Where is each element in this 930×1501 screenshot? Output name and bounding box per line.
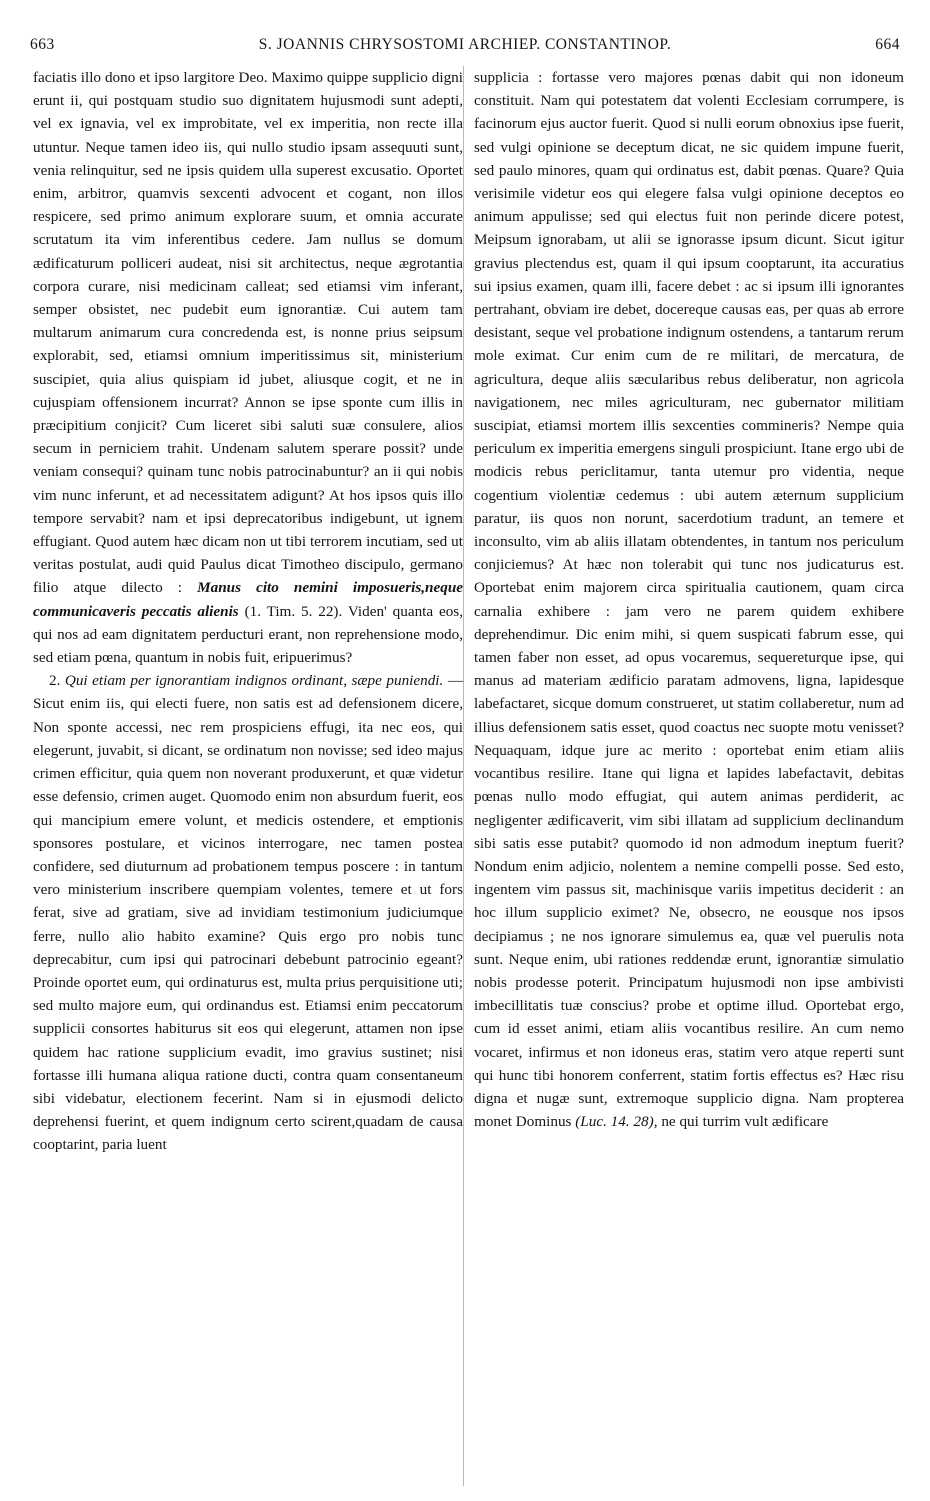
paragraph-1: [33, 66, 463, 669]
page-header: [30, 36, 900, 60]
section-number: 2.: [49, 672, 61, 690]
paragraph-3-continuation: ne qui turrim vult ædificare: [661, 1113, 829, 1131]
right-column: [474, 66, 904, 1133]
scripture-reference: (1. Tim. 5. 22).: [244, 602, 343, 620]
paragraph-2-text: — Sicut enim iis, qui electi fuere, non satis est ad defensionem dicere, Non sponte accessi, nec rem prospiciens effugi, ita nec eos, qui elegerunt, juvabit, si dicant, se ordinatum non novisse; sed ideo majus crimen efficitur, quia quem non noverant produxerunt, et quæ videtur esse defensio, crimen auget. Quomodo enim non absurdum fuerit, eos qui mancipium emere volunt, et medicis ostendere, et emptionis sponsores postulare, et vicinos interrogare, nec tamen postea confidere, sed diuturnum ad probationem tempus poscere : in tantum vero ministerium inscribere quempiam volentes, temere et ut fors ferat, sive ad gratiam, sive ad invidiam testimonium judiciumque ferre, nullo alio habito examine? Quis ergo pro nobis tunc deprecabitur, cum ipsi qui patrocinari debebunt patrocinio egeant? Proinde oportet eum, qui ordinaturus est, multa prius perquisitione uti; sed multo majore eum, qui ordinandus est. Etiamsi enim peccatorum supplicii consortes habiturus sit eos qui elegerunt, attamen non ipse quidem hac ratione supplicium evadit, imo gravius sustinet; nisi fortasse illi humana aliqua ratione ducti, contra quam consentaneum sibi videbatur, electionem fecerint. Nam si in ejusmodi delicto deprehensi fuerint, et quem indignum certo scirent,quadam de causa cooptarint, paria luent: [33, 672, 463, 1154]
column-divider: [463, 66, 464, 1486]
paragraph-3: [474, 66, 904, 1133]
left-column: [33, 66, 463, 1157]
page-number-right: 664: [875, 36, 900, 53]
gospel-reference: (Luc. 14. 28),: [575, 1113, 658, 1131]
section-heading: Qui etiam per ignorantiam indignos ordinant, sæpe puniendi.: [64, 672, 444, 690]
paragraph-1-text: faciatis illo dono et ipso largitore Deo. Maximo quippe supplicio digni erunt ii, qui postquam studio suo dignitatem hujusmodi sunt adepti, vel ex ignavia, vel ex improbitate, vel ex imperitia, non recte illa utuntur. Neque tamen ideo iis, qui nullo studio ipsam assequuti sunt, venia relinquitur, sed ne ipsis quidem ulla superest excusatio. Oportet enim, arbitror, quamvis sexcenti advocent et cogant, non illos respicere, sed primo animum explorare suum, et omnia accurate scrutatum ita vim inferentibus cedere. Jam nullus se domum ædificaturum polliceri audeat, nisi sit architectus, neque ægrotantia corpora curare, nisi medicinam calleat; sed etiamsi vim inferant, semper obsistet, nec pudebit eum ignorantiæ. Cui autem tam multarum animarum cura concredenda est, is nonne prius seipsum explorabit, sed, etiamsi omnium imperitissimus sit, ministerium suscipiet, quia alius quispiam id jubet, aliusque cogit, et ne in cujuspiam offensionem incurrat? Annon se ipse sponte cum illis in præcipitium conjicit? Cum liceret sibi saluti suæ consulere, alios secum in perniciem trahit. Undenam salutem sperare possit? unde veniam consequi? quinam tunc nobis patrocinabuntur? an ii qui nobis vim nunc inferunt, et ad necessitatem adigunt? At hos ipsos quis illo tempore servabit? nam et ipsi deprecatoribus indigebunt, ut ignem effugiant. Quod autem hæc dicam non ut tibi terrorem incutiam, sed ut veritas postulat, audi quid Paulus dicat Timotheo discipulo, germano filio atque dilecto :: [33, 69, 463, 597]
page-number-left: 663: [30, 36, 55, 53]
paragraph-3-text: supplicia : fortasse vero majores pœnas dabit qui non idoneum constituit. Nam qui potestatem dat volenti Ecclesiam corrumpere, is facinorum ejus auctor fuerit. Quod si nulli eorum obnoxius ipse fuerit, sed vulgi opinione se deceptum dicat, ne sic quidem impune fuerit, sed paulo minores, quam qui ordinatus est, dabit pœnas. Quare? Quia verisimile videtur eos qui elegere falsa vulgi opinione deceptos eo animum appulisse; sed qui electus fuit non perinde dicere potest, Meipsum ignorabam, ut alii se ignorasse ipsum dicunt. Sicut igitur gravius plectendus est, quam il qui ipsum cooptarunt, ita accuratius sui ipsius examen, quam illi, facere debet : ac si ipsum illi ignorantes pertrahant, obviam ire debet, docereque causas eas, per quas ab errore desistant, seque vel probatione indignum ostendens, a tantarum rerum mole eximat. Cur enim cum de re militari, de mercatura, de agricultura, deque aliis sæcularibus rebus deliberatur, non agricola navigationem, nec miles agriculturam, nec gubernator militiam suscipiat, etiamsi mortem illis sexcenties commineris? Nempe quia periculum ex imperitia emergens singuli prospiciunt. Itane ergo ubi de modicis rebus periclitamur, tanta utemur pro videntia, neque cogentium violentiæ cedemus : ubi autem æternum supplicium paratur, iis quos non norunt, sacerdotium tradunt, an temere et inconsulto, vim ab aliis illatam obtendentes, in tantum nos periculum conjiciemus? At hæc non tolerabit qui tunc nos judicaturus est. Oportebat enim majorem circa spiritualia cautionem, quam circa carnalia exhibere : jam vero ne parem quidem exhibere deprehendimur. Dic enim mihi, si quem suspicati fabrum esse, qui tamen faber non esset, ad opus vocaremus, sequereturque ipse, qui manus ad materiam ædificio paratam admovens, ligna, lapidesque labefactaret, sicque domum construeret, ut statim collaberetur, num ad illius defensionem satis esset, quod coactus nec suopte motu venisset? Nequaquam, idque jure ac merito : oportebat enim etiam aliis vocantibus resilire. Itane qui ligna et lapides labefactavit, debitas pœnas nullo modo effugiat, qui autem animas perdiderit, ac negligenter ædificaverit, vim sibi illatam ad supplicium declinandum sibi satis esse putabit? quomodo id non admodum ineptum fuerit? Nondum enim adjicio, nolentem a nemine compelli posse. Sed esto, ingentem vim passus sit, machinisque variis impetitus deciderit : an hoc illum supplicio eximet? Ne, obsecro, ne eousque nos ipsos decipiamus ; ne nos ignorare simulemus ea, quæ vel puerulis nota sunt. Neque enim, ubi rationes reddendæ erunt, ignorantiæ simulatio nobis prodesse poterit. Principatum hujusmodi non ipse ambivisti imbecillitatis tuæ conscius? probe et optime illud. Oportebat ergo, cum id esset animi, etiam aliis vocantibus resilire. An cum nemo vocaret, infirmus et non idoneus eras, statim vero atque reperti sunt qui hunc tibi honorem conferrent, statim fortis effectus es? Hæc risu digna et nugæ sunt, extremoque supplicio digna. Nam propterea monet Dominus: [474, 69, 904, 1131]
paragraph-2: [33, 669, 463, 1156]
running-title: S. JOANNIS CHRYSOSTOMI ARCHIEP. CONSTANTINOP.: [258, 36, 672, 53]
paragraph-1-continuation: Viden' quanta eos, qui nos ad eam dignitatem perducturi erant, non reprehensione modo, sed etiam pœna, quantum in nobis fuit, eripuerimus?: [33, 602, 464, 667]
scripture-quote: Manus cito nemini imposueris,neque communicaveris peccatis alienis: [33, 579, 464, 620]
